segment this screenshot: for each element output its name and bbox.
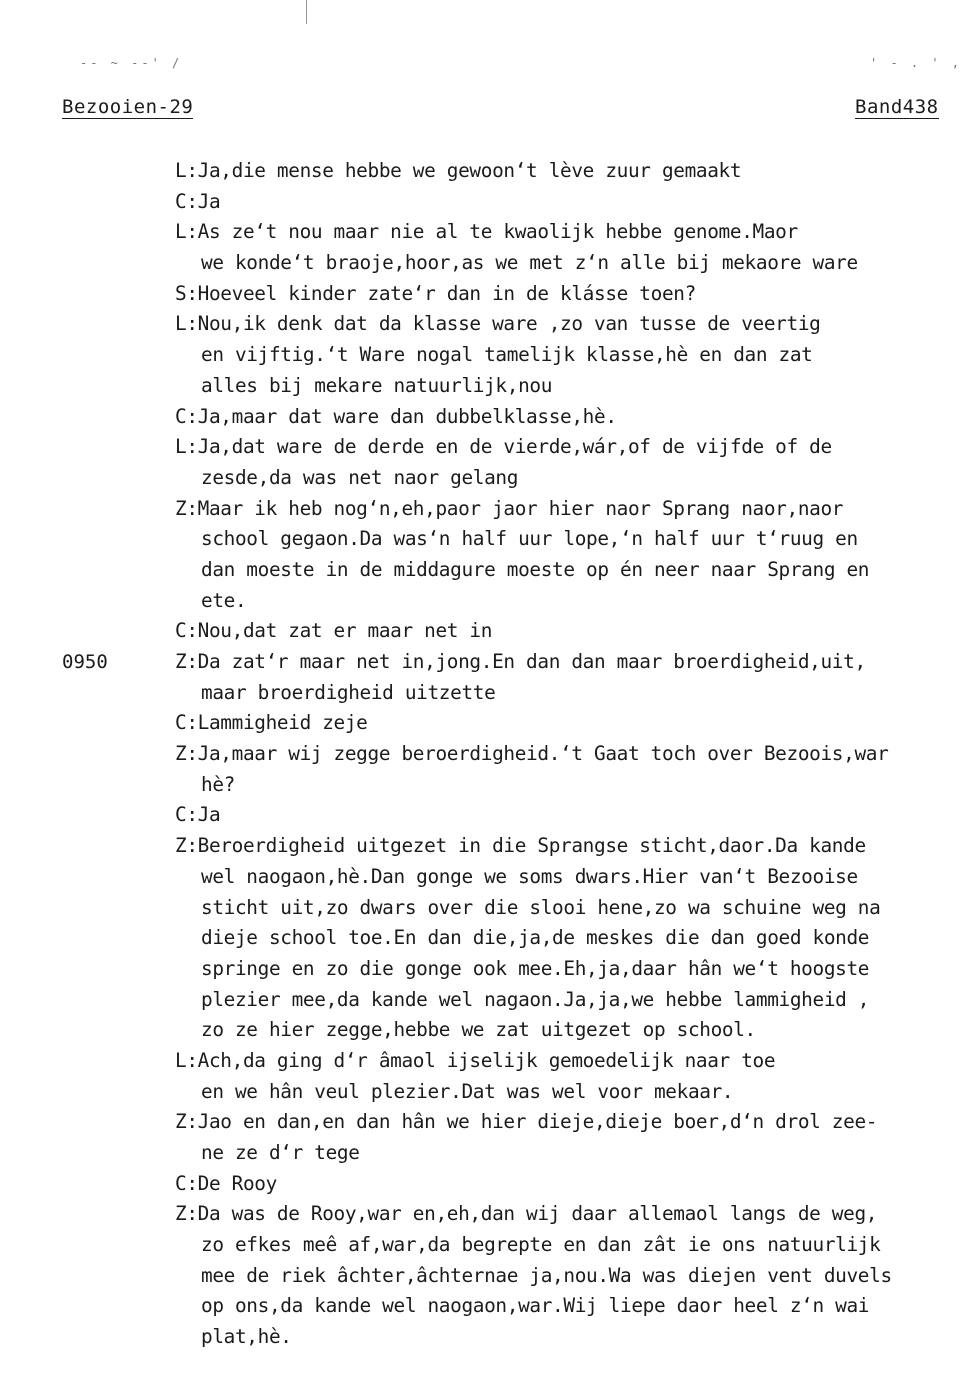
- scan-specks-left: -- ~ --' /: [80, 56, 183, 70]
- transcript-line-continuation: [175, 1015, 955, 1046]
- transcript-line-continuation: [175, 954, 955, 985]
- transcript-line: [175, 402, 955, 433]
- line-text: wel naogaon,hè.Dan gonge we soms dwars.Hier van‘t Bezooise: [201, 864, 858, 888]
- scan-specks-right: ' - . ' ,: [870, 56, 963, 70]
- transcript-line-continuation: [175, 862, 955, 893]
- transcript-line-continuation: [175, 893, 955, 924]
- tape-counter-marker: 0950: [62, 651, 108, 673]
- transcript-line-continuation: [175, 1322, 955, 1353]
- line-text: sticht uit,zo dwars over die slooi hene,zo wa schuine weg na: [201, 895, 881, 919]
- transcript-line-continuation: [175, 524, 955, 555]
- line-text: C:Lammigheid zeje: [175, 711, 368, 735]
- line-text: school gegaon.Da was‘n half uur lope,‘n half uur t‘ruug en: [201, 527, 858, 551]
- transcript-line: [175, 1169, 955, 1200]
- line-text: zo ze hier zegge,hebbe we zat uitgezet op school.: [201, 1018, 756, 1042]
- transcript-line-continuation: [175, 555, 955, 586]
- line-text: mee de riek âchter,âchternae ja,nou.Wa was diejen vent duvels: [201, 1263, 892, 1287]
- line-text: plat,hè.: [201, 1325, 292, 1349]
- line-text: Z:Maar ik heb nog‘n,eh,paor jaor hier naor Sprang naor,naor: [175, 496, 844, 520]
- transcript-line-continuation: [175, 248, 955, 279]
- document-id: Bezooien-29: [62, 96, 194, 118]
- transcript-line-continuation: [175, 1261, 955, 1292]
- transcript-line: [175, 432, 955, 463]
- transcript-line-continuation: [175, 678, 955, 709]
- transcript-line-continuation: [175, 340, 955, 371]
- line-text: Z:Da was de Rooy,war en,eh,dan wij daar allemaol langs de weg,: [175, 1202, 878, 1226]
- line-text: en we hân veul plezier.Dat was wel voor mekaar.: [201, 1079, 734, 1103]
- transcript-line: [175, 217, 955, 248]
- transcript-line-continuation: [175, 1138, 955, 1169]
- line-text: L:Ja,die mense hebbe we gewoon‘t lève zuur gemaakt: [175, 159, 742, 182]
- line-text: C:Ja: [175, 189, 221, 213]
- line-text: ete.: [201, 588, 247, 612]
- line-text: dieje school toe.En dan die,ja,de meskes die dan goed konde: [201, 926, 870, 950]
- transcript-line-continuation: [175, 985, 955, 1016]
- line-text: Z:Beroerdigheid uitgezet in die Sprangse sticht,daor.Da kande: [175, 834, 866, 858]
- transcript-line: [175, 708, 955, 739]
- line-text: L:Nou,ik denk dat da klasse ware ,zo van tusse de veertig: [175, 312, 821, 336]
- transcript-line: [175, 156, 955, 187]
- line-text: C:Nou,dat zat er maar net in: [175, 619, 493, 643]
- transcript-line: [175, 800, 955, 831]
- tape-number: Band438: [855, 96, 939, 118]
- line-text: L:Ja,dat ware de derde en de vierde,wár,of de vijfde of de: [175, 435, 832, 459]
- line-text: hè?: [201, 772, 235, 796]
- transcript-line-continuation: [175, 586, 955, 617]
- transcript-line: [62, 647, 955, 678]
- line-text: C:Ja: [175, 803, 221, 827]
- transcript-line: [175, 1199, 955, 1230]
- transcript-line: [175, 309, 955, 340]
- line-text: alles bij mekare natuurlijk,nou: [201, 373, 553, 397]
- transcript-line: [175, 1046, 955, 1077]
- line-text: zo efkes meê af,war,da begrepte en dan zât ie ons natuurlijk: [201, 1233, 881, 1257]
- line-text: ne ze d‘r tege: [201, 1141, 360, 1164]
- transcript-line-continuation: [175, 1291, 955, 1322]
- transcript-line: [175, 739, 955, 770]
- line-text: Z:Da zat‘r maar net in,jong.En dan dan maar broerdigheid,uit,: [175, 650, 866, 673]
- line-text: L:As ze‘t nou maar nie al te kwaolijk hebbe genome.Maor: [175, 220, 798, 244]
- transcript-line: [175, 831, 955, 862]
- transcript-line-continuation: [175, 1077, 955, 1108]
- line-text: plezier mee,da kande wel nagaon.Ja,ja,we hebbe lammigheid ,: [201, 987, 870, 1011]
- line-text: Z:Ja,maar wij zegge beroerdigheid.‘t Gaat toch over Bezoois,war: [175, 742, 889, 766]
- line-text: en vijftig.‘t Ware nogal tamelijk klasse,hè en dan zat: [201, 343, 813, 367]
- transcript-line: [175, 279, 955, 310]
- line-text: we konde‘t braoje,hoor,as we met z‘n alle bij mekaore ware: [201, 251, 858, 275]
- transcript-body: [62, 156, 955, 1353]
- punch-mark: [306, 0, 307, 24]
- line-text: Z:Jao en dan,en dan hân we hier dieje,dieje boer,d‘n drol zee-: [175, 1110, 878, 1134]
- line-text: L:Ach,da ging d‘r âmaol ijselijk gemoedelijk naar toe: [175, 1048, 776, 1072]
- line-text: C:Ja,maar dat ware dan dubbelklasse,hè.: [175, 404, 617, 428]
- transcript-line-continuation: [175, 923, 955, 954]
- line-text: op ons,da kande wel naogaon,war.Wij liepe daor heel z‘n wai: [201, 1294, 870, 1318]
- transcript-line-continuation: [175, 770, 955, 801]
- transcript-line: [175, 1107, 955, 1138]
- transcript-line: [175, 494, 955, 525]
- line-text: zesde,da was net naor gelang: [201, 465, 519, 489]
- transcript-line: [175, 616, 955, 647]
- transcript-line-continuation: [175, 1230, 955, 1261]
- line-text: C:De Rooy: [175, 1171, 277, 1195]
- transcript-line: [175, 187, 955, 218]
- line-text: springe en zo die gonge ook mee.Eh,ja,daar hân we‘t hoogste: [201, 956, 870, 980]
- line-text: dan moeste in de middagure moeste op én neer naar Sprang en: [201, 557, 870, 581]
- transcript-line-continuation: [175, 371, 955, 402]
- transcript-line-continuation: [175, 463, 955, 494]
- line-text: maar broerdigheid uitzette: [201, 680, 496, 704]
- line-text: S:Hoeveel kinder zate‘r dan in de klásse toen?: [175, 281, 696, 305]
